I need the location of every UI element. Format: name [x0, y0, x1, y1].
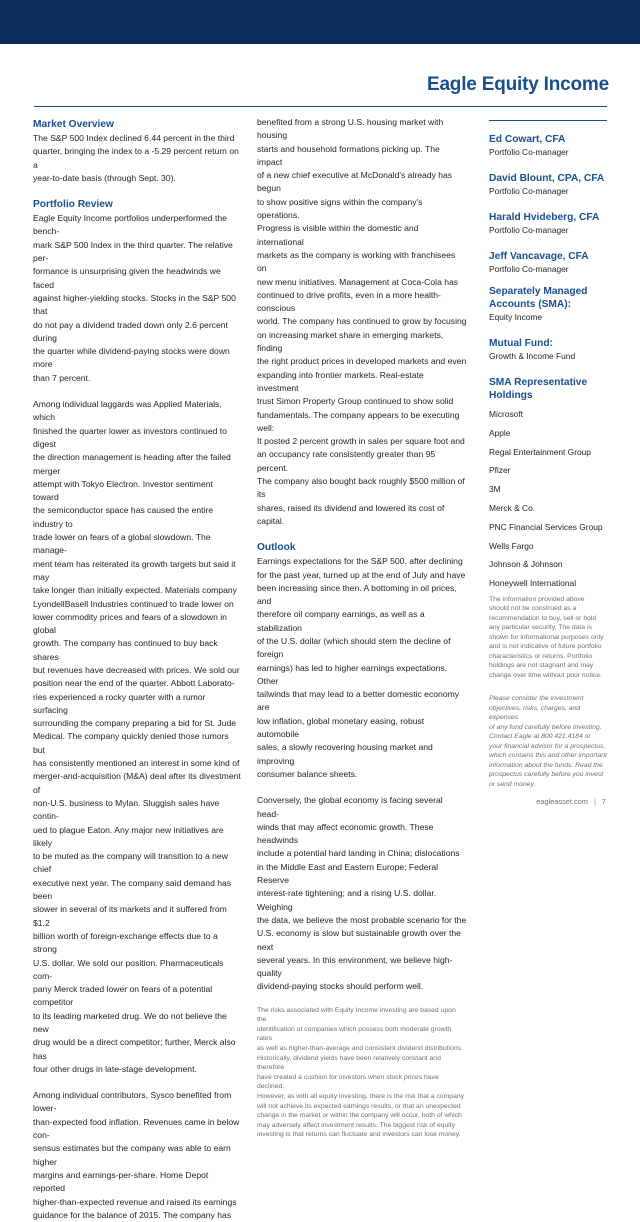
paragraph-portfolio-review: Eagle Equity Income portfolios underperformed the bench- mark S&P 500 Index in the third quarter. The relative per- formance is unsurprising given the headwinds we faced against higher-yielding stocks. Stocks in the S&P 500 that do not pay a dividend traded down only 2.6 percent during the quarter while dividend-paying stocks were down more than 7 percent. [33, 213, 236, 383]
paragraph-headwinds: Conversely, the global economy is facing several head- winds that may affect economic growth. These headwinds include a potential hard landing in China; dislocations in the Middle East and Eastern Europe; Federal Reserve interest-rate tightening; and a rising U.S. dollar. Weighing the data, we believe the most probable scenario for the U.S. economy is slow but sustainable growth over the next several years. In this environment, we believe high-quality dividend-paying stocks should perform well. [257, 795, 467, 992]
mutual-fund-heading: Mutual Fund: [489, 338, 553, 349]
holdings-heading: SMA Representative Holdings [489, 377, 588, 401]
column-left [33, 116, 241, 1222]
sidebar-rule [489, 120, 607, 121]
manager-name: Jeff Vancavage, CFA [489, 251, 589, 262]
holdings-disclaimer: The information provided above should not be construed as a recommendation to buy, sell or hold any particular security. The data is shown for informational purposes only and is not indicative of future portfolio characteristics or returns. Portfolio holdings are not stagnant and may change over time without prior notice. [489, 595, 604, 679]
holding-item: Pfizer [489, 465, 511, 476]
prospectus-note: Please consider the investment objectives, risks, charges, and expenses of any fund carefully before investing. Contact Eagle at 800.421.4184 or your financial advisor for a prospectus, which contains this and other important information about the funds. Read the prospectus carefully before you invest or send money. [489, 695, 607, 788]
manager-role: Portfolio Co-manager [489, 186, 569, 196]
manager-role: Portfolio Co-manager [489, 264, 569, 274]
holding-item: PNC Financial Services Group [489, 521, 603, 532]
page-number: 7 [601, 797, 606, 806]
holding-item: 3M [489, 484, 501, 495]
paragraph-outlook: Earnings expectations for the S&P 500, after declining for the past year, turned up at the end of July and have been increasing since then. A bottoming in oil prices, and therefore oil company earnings, as well as a stabilization of the U.S. dollar (which should stem the decline of foreign earnings) has led to higher earnings expectations. Other tailwinds that may lead to a better domestic economy are low inflation, global monetary easing, robust automobile sales, a slowly recovering housing market and improving consumer balance sheets. [257, 556, 466, 779]
footer-separator: | [593, 797, 596, 806]
title-rule [34, 106, 607, 107]
manager-name: David Blount, CPA, CFA [489, 173, 605, 184]
manager-role: Portfolio Co-manager [489, 147, 569, 157]
holding-item: Apple [489, 427, 511, 438]
manager-name: Harald Hvideberg, CFA [489, 212, 600, 223]
manager-name: Ed Cowart, CFA [489, 134, 566, 145]
holding-item: Johnson & Johnson [489, 559, 563, 570]
manager-role: Portfolio Co-manager [489, 225, 569, 235]
heading-outlook: Outlook [257, 542, 296, 554]
holdings-list [489, 405, 607, 593]
paragraph-laggards: Among individual laggards was Applied Materials, which finished the quarter lower as investors continued to digest the direction management is heading after the failed merger attempt with Tokyo Electron. Investor sentiment toward the semiconductor space has caused the entire industry to trade lower on fears of a global slowdown. The manage- ment team has reiterated its growth targets but said it may take longer than initially expected. Materials company LyondellBasell Industries continued to trade lower on lower commodity prices and fears of a slowdown in global growth. The company has continued to buy back shares but revenues have decreased with prices. We sold our position near the end of the quarter. Abbott Laborato- ries experienced a rocky quarter with a rumor surfacing surrounding the company preparing a bid for St. Jude Medical. The company quickly denied those rumors but has consistently mentioned an interest in some kind of merger-and-acquisition (M&A) deal after its divestment of non-U.S. business to Mylan. Sluggish sales have contin- ued to plague Eaton. Any major new initiatives are likely to be muted as the company will transition to a new chief executive next year. The company said demand has been slower in several of its markets and it suffered from $1.2 billion worth of foreign-exchange effects due to a strong U.S. dollar. We sold our position. Pharmaceuticals com- pany Merck traded lower on fears of a potential competitor to its leading marketed drug. We do not believe the new drug would be a direct competitor; further, Merck also has four other drugs in late-stage development. [33, 399, 241, 1074]
paragraph-contributors: Among individual contributors, Sysco benefited from lower- than-expected food inflation. Revenues came in below con- sensus estimates but the company was able to earn higher margins and earnings-per-share. Home Depot reported higher-than-expected revenue and raised its earnings guidance for the balance of 2015. The company has [33, 1090, 240, 1220]
holding-item: Honeywell International [489, 578, 577, 589]
column-middle [257, 116, 467, 1140]
footer-site: eagleasset.com [536, 797, 588, 806]
holding-item: Regal Entertainment Group [489, 446, 591, 457]
sma-heading: Separately Managed Accounts (SMA): [489, 286, 588, 310]
fund-title: Eagle Equity Income [426, 74, 609, 95]
mutual-fund-value: Growth & Income Fund [489, 351, 576, 361]
holding-item: Wells Fargo [489, 540, 534, 551]
page-footer [536, 797, 606, 806]
header-band [0, 0, 640, 44]
risk-disclosure: The risks associated with Equity Income investing are based upon the identification of companies which possess both moderate growth rates as well as higher-than-average and consistent dividend distributions. Historically, dividend yields have been relatively constant and therefore have created a cushion for investors when stock prices have declined. However, as with all equity investing, there is the risk that a company will not achieve its expected earnings results, or that an unexpected change in the market or within the company will occur, both of which may adversely affect investment results. The biggest risk of equity investing is that returns can fluctuate and investors can lose money. [257, 1006, 465, 1139]
paragraph-market-overview: The S&P 500 Index declined 6.44 percent in the third quarter, bringing the index to a -5.29 percent return on a year-to-date basis (through Sept. 30). [33, 133, 239, 183]
sma-value: Equity Income [489, 312, 543, 322]
sidebar [489, 116, 607, 789]
holding-item: Microsoft [489, 409, 523, 419]
holding-item: Merck & Co. [489, 502, 536, 513]
heading-portfolio-review: Portfolio Review [33, 199, 113, 211]
paragraph-contributors-continued: benefited from a strong U.S. housing market with housing starts and household formations picking up. The impact of a new chief executive at McDonald's already has begun to show positive signs within the company's operations. Progress is visible within the domestic and international markets as the company is working with franchisees on new menu initiatives. Management at Coca-Cola has continued to drive profits, even in a more health-conscious world. The company has continued to grow by focusing on increasing market share in emerging markets, finding the right product prices in developed markets and even expanding into frontier markets. Real-estate investment trust Simon Property Group continued to show solid fundamentals. The company appears to be executing well: It posted 2 percent growth in sales per square foot and an occupancy rate consistently greater than 95 percent. The company also bought back roughly $500 million of its shares, raised its dividend and lowered its cost of capital. [257, 117, 467, 526]
heading-market-overview: Market Overview [33, 119, 114, 130]
